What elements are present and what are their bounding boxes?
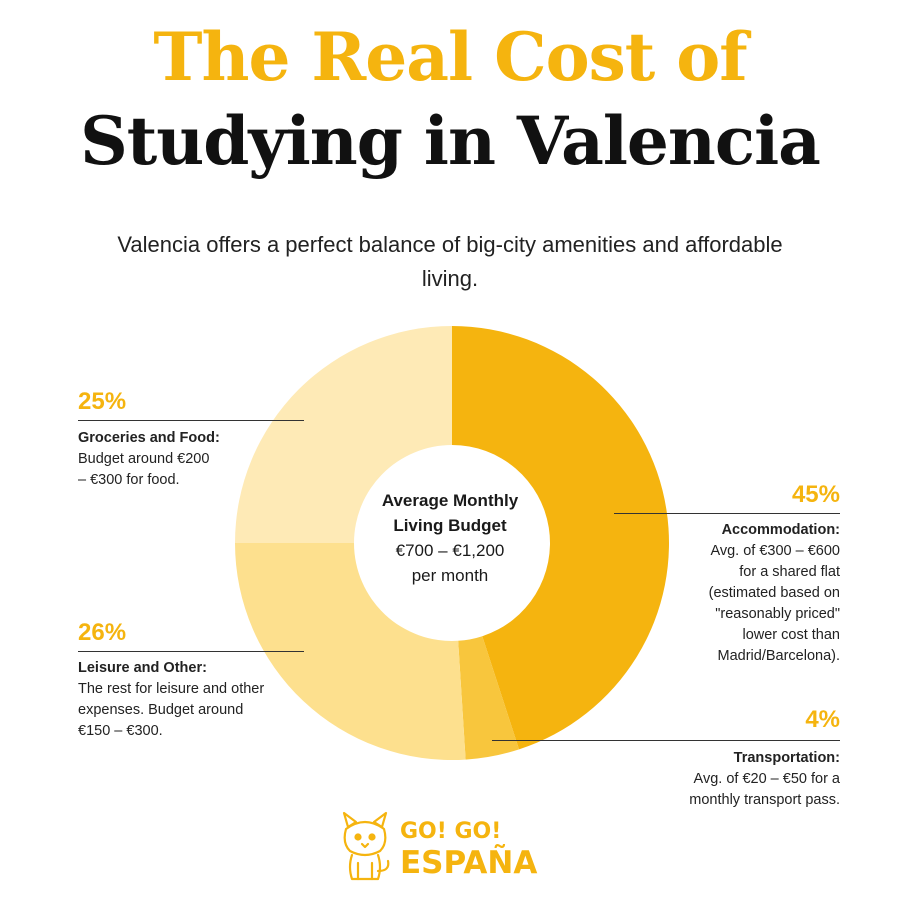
groceries-label xyxy=(78,428,220,491)
chart-center-label xyxy=(360,488,540,588)
transportation-leader-line xyxy=(492,740,840,741)
accommodation-line-3: (estimated based on xyxy=(708,585,840,601)
logo-line-1: GO! GO! xyxy=(400,819,502,844)
leisure-heading: Leisure and Other: xyxy=(78,660,207,676)
groceries-line-2: – €300 for food. xyxy=(78,472,180,488)
leisure-leader-line xyxy=(78,651,304,652)
leisure-percent: 26% xyxy=(78,619,127,646)
accommodation-label xyxy=(640,520,840,667)
center-line-1: Average Monthly xyxy=(381,491,519,510)
title-line-1: The Real Cost of xyxy=(153,18,747,96)
leisure-line-2: expenses. Budget around xyxy=(78,702,244,718)
transportation-percent: 4% xyxy=(805,706,840,733)
center-line-3: €700 – €1,200 xyxy=(395,541,505,560)
groceries-line-1: Budget around €200 xyxy=(78,451,210,467)
center-line-2: Living Budget xyxy=(393,516,507,535)
transportation-label xyxy=(600,748,840,811)
transportation-heading: Transportation: xyxy=(733,750,840,766)
groceries-percent: 25% xyxy=(78,388,127,415)
accommodation-line-1: Avg. of €300 – €600 xyxy=(710,543,840,559)
center-line-4: per month xyxy=(411,566,489,585)
gogo-espana-logo xyxy=(330,805,570,885)
accommodation-heading: Accommodation: xyxy=(721,522,840,538)
accommodation-line-6: Madrid/Barcelona). xyxy=(717,648,840,664)
groceries-heading: Groceries and Food: xyxy=(78,430,220,446)
transportation-line-1: Avg. of €20 – €50 for a xyxy=(693,771,840,787)
lynx-mascot-icon xyxy=(344,813,388,879)
accommodation-line-4: "reasonably priced" xyxy=(715,606,840,622)
accommodation-line-5: lower cost than xyxy=(742,627,840,643)
accommodation-leader-line xyxy=(614,513,840,514)
leisure-line-3: €150 – €300. xyxy=(78,723,163,739)
accommodation-line-2: for a shared flat xyxy=(739,564,840,580)
groceries-leader-line xyxy=(78,420,304,421)
leisure-line-1: The rest for leisure and other xyxy=(78,681,265,697)
subtitle: Valencia offers a perfect balance of big-city amenities and affordable living. xyxy=(117,232,783,291)
accommodation-percent: 45% xyxy=(791,481,840,508)
logo-line-2: ESPAÑA xyxy=(400,845,538,881)
leisure-label xyxy=(78,658,264,742)
title-line-2: Studying in Valencia xyxy=(80,102,820,180)
transportation-line-2: monthly transport pass. xyxy=(689,792,840,808)
